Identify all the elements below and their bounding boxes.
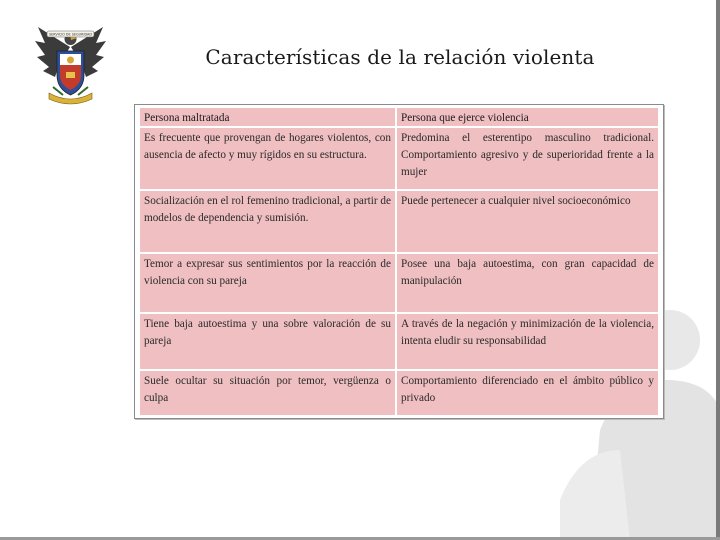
table-body: [140, 108, 658, 415]
column-divider: [395, 371, 397, 415]
table-cell: Comportamiento diferenciado en el ámbito público y privado: [401, 375, 654, 404]
eagle-emblem-icon: [33, 25, 108, 109]
table-cell: Posee una baja autoestima, con gran capacidad de manipulación: [401, 258, 654, 287]
table-row: [140, 371, 658, 415]
table-cell: Suele ocultar su situación por temor, vergüenza o culpa: [144, 375, 391, 404]
header-persona-violenta: Persona que ejerce violencia: [401, 112, 529, 124]
table-header-row: [140, 108, 658, 126]
header-persona-maltratada: Persona maltratada: [144, 112, 230, 124]
slide-title: Características de la relación violenta: [205, 45, 595, 69]
table-cell: A través de la negación y minimización de la violencia, intenta eludir su responsabilidad: [401, 318, 654, 347]
table-cell: Predomina el esterentipo masculino tradicional. Comportamiento agresivo y de superioridad frente a la mujer: [401, 132, 654, 178]
table-cell: Puede pertenecer a cualquier nivel socioeconómico: [401, 195, 631, 207]
table-cell: Es frecuente que provengan de hogares violentos, con ausencia de afecto y muy rígidos en su estructura.: [144, 132, 391, 161]
table-cell: Socialización en el rol femenino tradicional, a partir de modelos de dependencia y sumisión.: [144, 195, 391, 224]
table-row: [140, 314, 658, 369]
table-row: [140, 128, 658, 189]
column-divider: [395, 254, 397, 312]
column-divider: [395, 128, 397, 189]
table-cell: Temor a expresar sus sentimientos por la reacción de violencia con su pareja: [144, 258, 391, 287]
table-row: [140, 254, 658, 312]
table-cell: Tiene baja autoestima y una sobre valoración de su pareja: [144, 318, 391, 347]
slide-frame-right: [716, 0, 720, 540]
logo-banner-text: SERVICIO DE SEGURIDAD: [49, 32, 92, 37]
column-divider: [395, 314, 397, 369]
column-divider: [395, 191, 397, 252]
column-divider: [395, 108, 397, 126]
table-row: [140, 191, 658, 252]
comparison-table: [134, 104, 664, 419]
